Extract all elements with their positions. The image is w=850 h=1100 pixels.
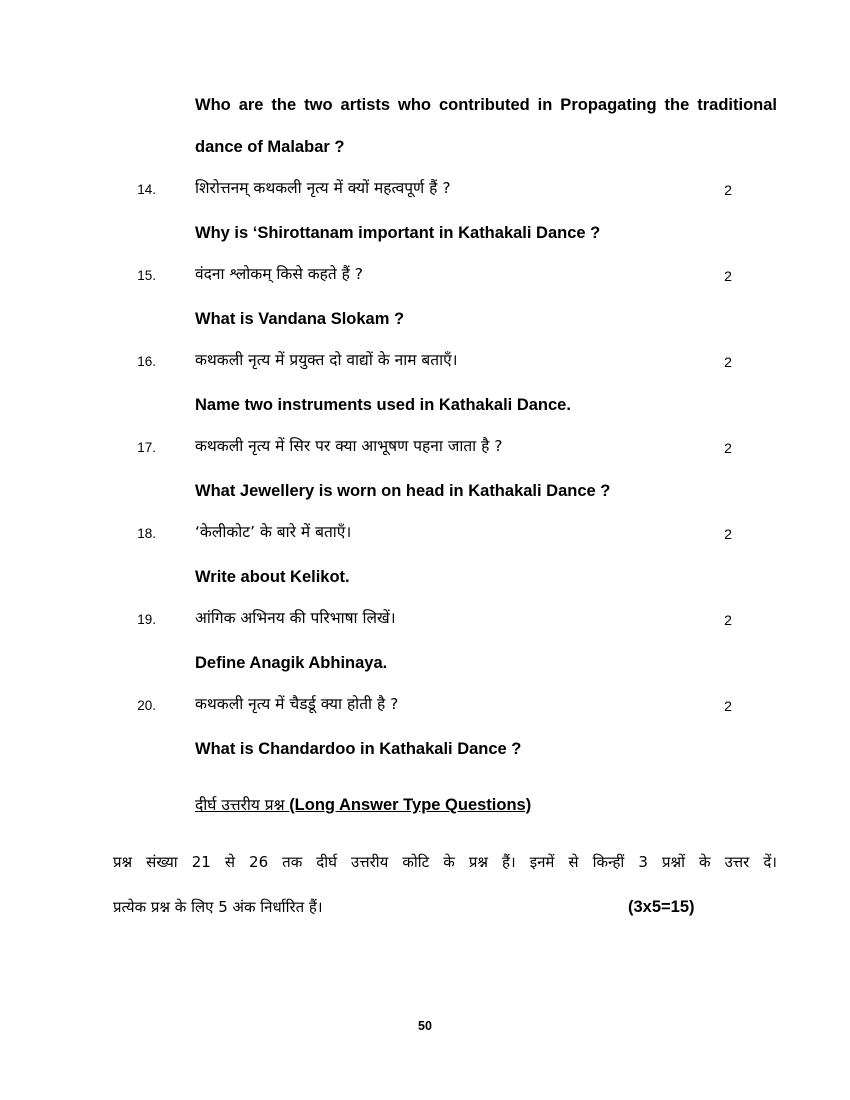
question-number: 19. xyxy=(137,612,156,627)
section-title-english: (Long Answer Type Questions) xyxy=(289,796,532,814)
question-marks: 2 xyxy=(724,612,732,628)
section-title xyxy=(195,794,531,816)
question-number: 20. xyxy=(137,698,156,713)
instructions-line2: प्रत्येक प्रश्न के लिए 5 अंक निर्धारित हैं। xyxy=(113,898,323,916)
question-number: 14. xyxy=(137,182,156,197)
question-english: What is Vandana Slokam ? xyxy=(195,310,405,328)
question-marks: 2 xyxy=(724,440,732,456)
question-hindi: कथकली नृत्य में प्रयुक्त दो वाद्यों के नाम बताएँ। xyxy=(195,351,458,369)
question-number: 17. xyxy=(137,440,156,455)
question-english: Why is ‘Shirottanam important in Kathakali Dance ? xyxy=(195,224,601,242)
intro-question-line1: Who are the two artists who contributed in Propagating the traditional xyxy=(195,96,777,114)
instructions-line1: प्रश्न संख्या 21 से 26 तक दीर्घ उत्तरीय कोटि के प्रश्न हैं। इनमें से किन्हीं 3 प्रश्नों के उत्तर दें। xyxy=(113,853,777,871)
question-marks: 2 xyxy=(724,526,732,542)
question-number: 18. xyxy=(137,526,156,541)
question-hindi: ‘केलीकोट’ के बारे में बताएँ। xyxy=(195,523,352,541)
question-english: Define Anagik Abhinaya. xyxy=(195,654,388,672)
marks-formula: (3x5=15) xyxy=(628,898,695,916)
question-english: Name two instruments used in Kathakali Dance. xyxy=(195,396,571,414)
question-hindi: कथकली नृत्य में चैडर्डू क्या होती है ? xyxy=(195,695,399,713)
section-title-hindi: दीर्घ उत्तरीय प्रश्न xyxy=(195,796,285,814)
question-number: 15. xyxy=(137,268,156,283)
question-hindi: शिरोत्तनम् कथकली नृत्य में क्यों महत्वपूर्ण हैं ? xyxy=(195,179,451,197)
question-hindi: वंदना श्लोकम् किसे कहते हैं ? xyxy=(195,265,364,283)
question-marks: 2 xyxy=(724,268,732,284)
question-english: What is Chandardoo in Kathakali Dance ? xyxy=(195,740,522,758)
question-number: 16. xyxy=(137,354,156,369)
question-marks: 2 xyxy=(724,354,732,370)
question-hindi: आंगिक अभिनय की परिभाषा लिखें। xyxy=(195,609,396,627)
intro-question-line2: dance of Malabar ? xyxy=(195,138,345,156)
question-marks: 2 xyxy=(724,182,732,198)
question-english: Write about Kelikot. xyxy=(195,568,350,586)
question-english: What Jewellery is worn on head in Kathakali Dance ? xyxy=(195,482,611,500)
page-number: 50 xyxy=(418,1019,432,1033)
question-marks: 2 xyxy=(724,698,732,714)
question-hindi: कथकली नृत्य में सिर पर क्या आभूषण पहना जाता है ? xyxy=(195,437,503,455)
